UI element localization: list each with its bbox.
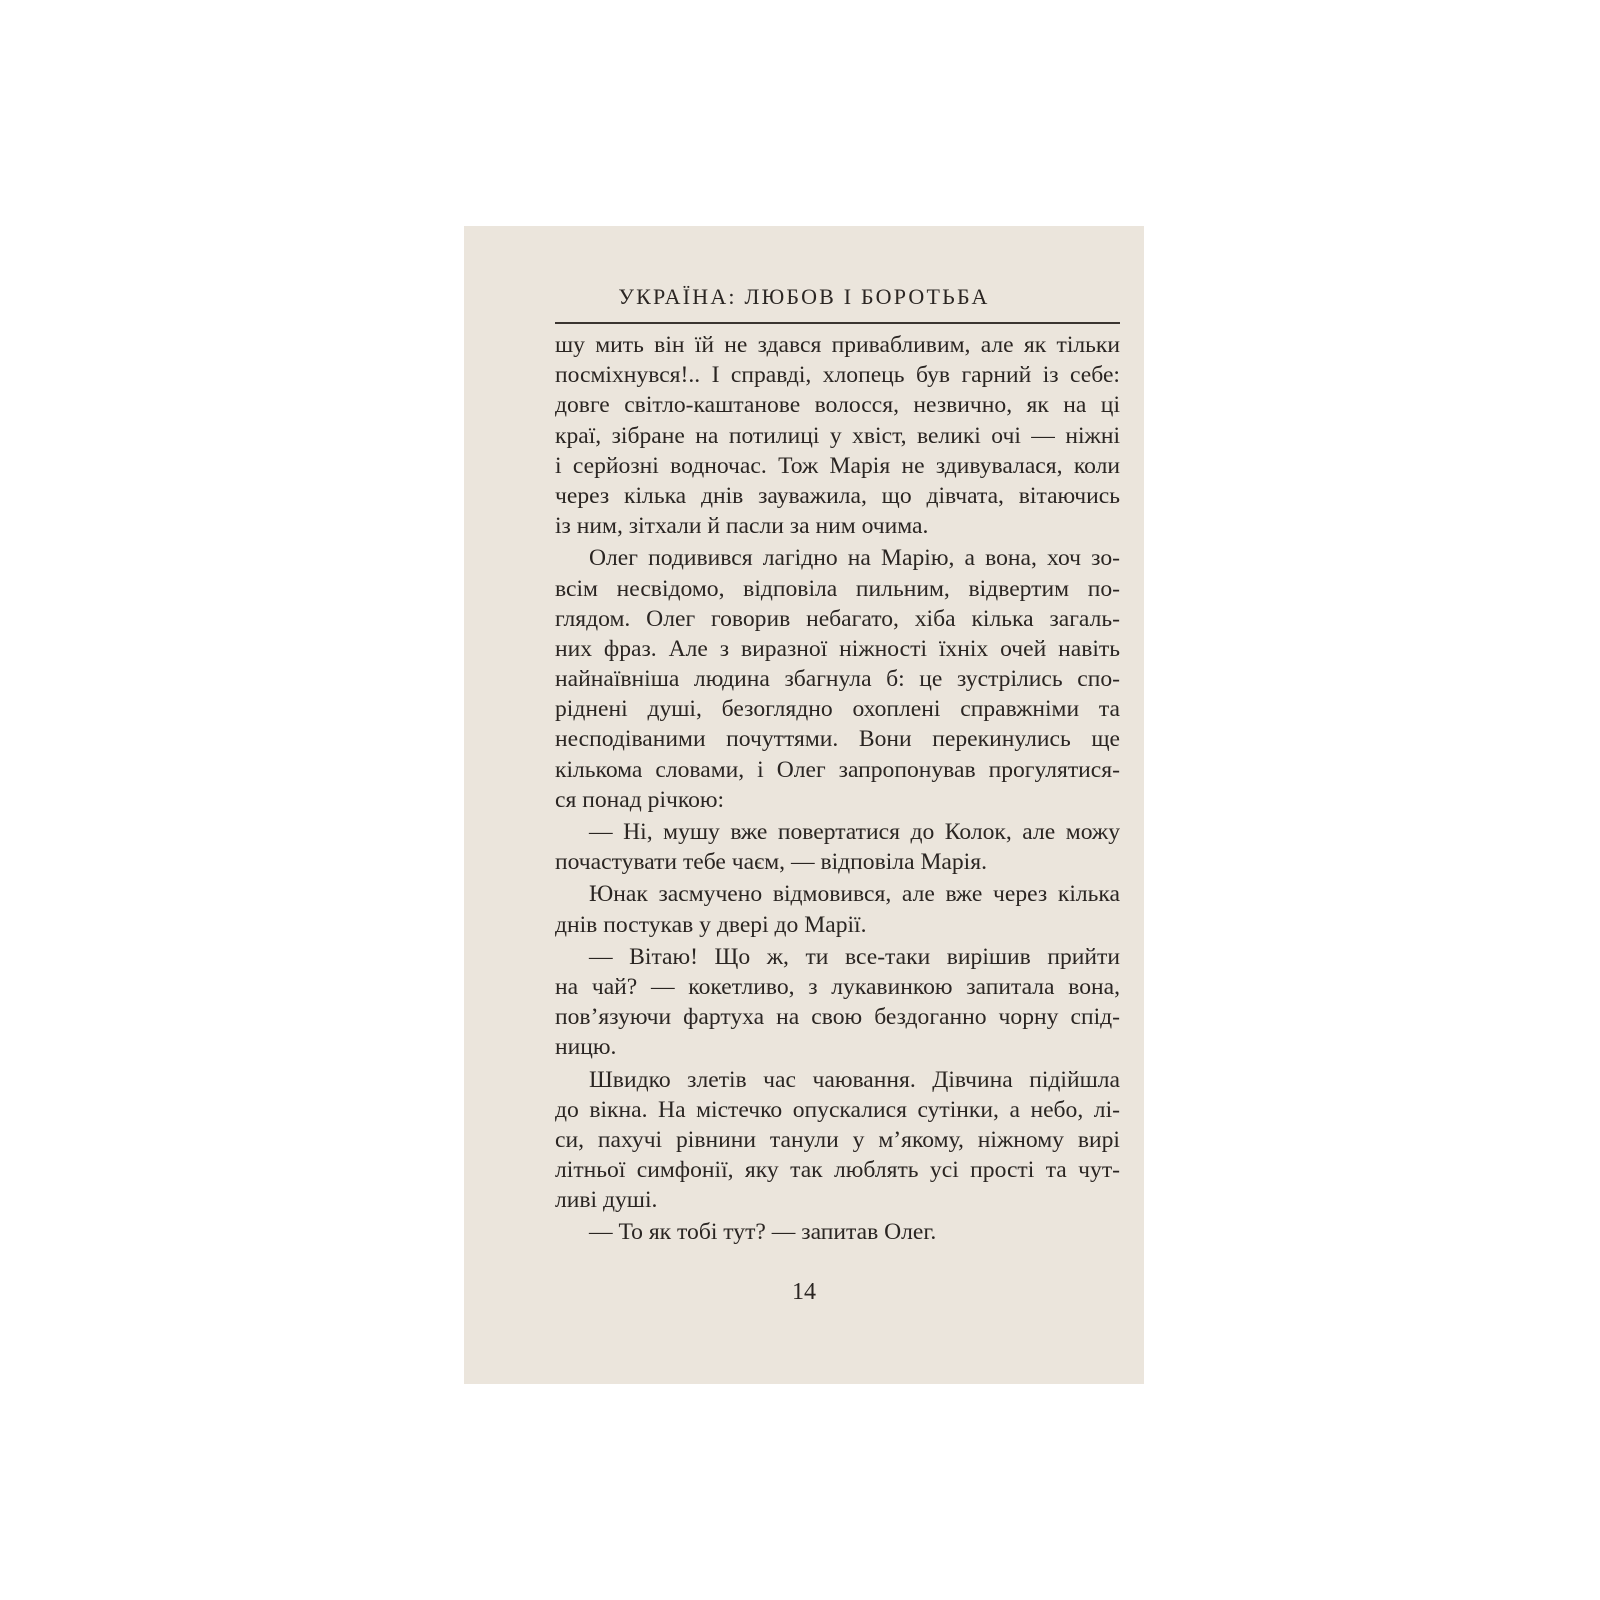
text-line: із ним, зітхали й пасли за ним очима. bbox=[555, 513, 929, 540]
text-line: — Вітаю! Що ж, ти все-таки вирішив прийти bbox=[589, 943, 1120, 970]
text-line: — Ні, мушу вже повертатися до Колок, але можу bbox=[589, 819, 1120, 845]
text-line: ницю. bbox=[555, 1034, 617, 1061]
text-line: ся понад річкою: bbox=[555, 786, 725, 813]
text-line: всім несвідомо, відповіла пильним, відвертим по- bbox=[555, 575, 1120, 602]
text-line: найнаївніша людина збагнула б: це зустрілись спо- bbox=[555, 666, 1120, 693]
text-line: Швидко злетів час чаювання. Дівчина підійшла bbox=[589, 1066, 1120, 1093]
text-line: і серйозні водночас. Тож Марія не здивувалася, коли bbox=[555, 452, 1120, 479]
text-line: них фраз. Але з виразної ніжності їхніх очей навіть bbox=[555, 635, 1120, 662]
body-text bbox=[555, 330, 1120, 1248]
text-line: почастувати тебе чаєм, — відповіла Марія. bbox=[555, 849, 987, 876]
text-line: шу мить він їй не здався привабливим, але як тільки bbox=[555, 332, 1120, 358]
text-line: ливі душі. bbox=[555, 1187, 658, 1214]
text-line: пов’язуючи фартуха на свою бездоганно чорну спід- bbox=[555, 1004, 1120, 1031]
text-line: днів постукав у двері до Марії. bbox=[555, 911, 867, 938]
text-line: Юнак засмучено відмовився, але вже через кілька bbox=[589, 881, 1120, 908]
text-line: літньої симфонії, яку так люблять усі прості та чут- bbox=[555, 1157, 1120, 1184]
text-line: довге світло-каштанове волосся, незвично, як на ці bbox=[555, 392, 1120, 419]
text-line: до вікна. На містечко опускалися сутінки, а небо, лі- bbox=[555, 1096, 1120, 1123]
text-line: посміхнувся!.. І справді, хлопець був гарний із себе: bbox=[555, 362, 1120, 389]
text-line: несподіваними почуттями. Вони перекинулись ще bbox=[555, 726, 1120, 753]
text-line: — То як тобі тут? — запитав Олег. bbox=[589, 1219, 937, 1246]
text-line: на чай? — кокетливо, з лукавинкою запитала вона, bbox=[555, 973, 1120, 1000]
page-number: 14 bbox=[792, 1279, 816, 1305]
text-line: си, пахучі рівнини танули у м’якому, ніжному вирі bbox=[555, 1126, 1120, 1153]
header-rule bbox=[555, 322, 1120, 324]
book-page bbox=[464, 226, 1144, 1384]
text-line: глядом. Олег говорив небагато, хіба кілька загаль- bbox=[555, 605, 1120, 632]
running-head: УКРАЇНА: ЛЮБОВ І БОРОТЬБА bbox=[618, 284, 990, 309]
text-line: кількома словами, і Олег запропонував прогулятися- bbox=[555, 756, 1120, 783]
text-line: ріднені душі, безоглядно охоплені справжніми та bbox=[555, 696, 1120, 723]
text-line: краї, зібране на потилиці у хвіст, великі очі — ніжні bbox=[555, 422, 1120, 449]
text-line: через кілька днів зауважила, що дівчата, вітаючись bbox=[555, 482, 1120, 509]
text-line: Олег подивився лагідно на Марію, а вона, хоч зо- bbox=[589, 545, 1120, 572]
